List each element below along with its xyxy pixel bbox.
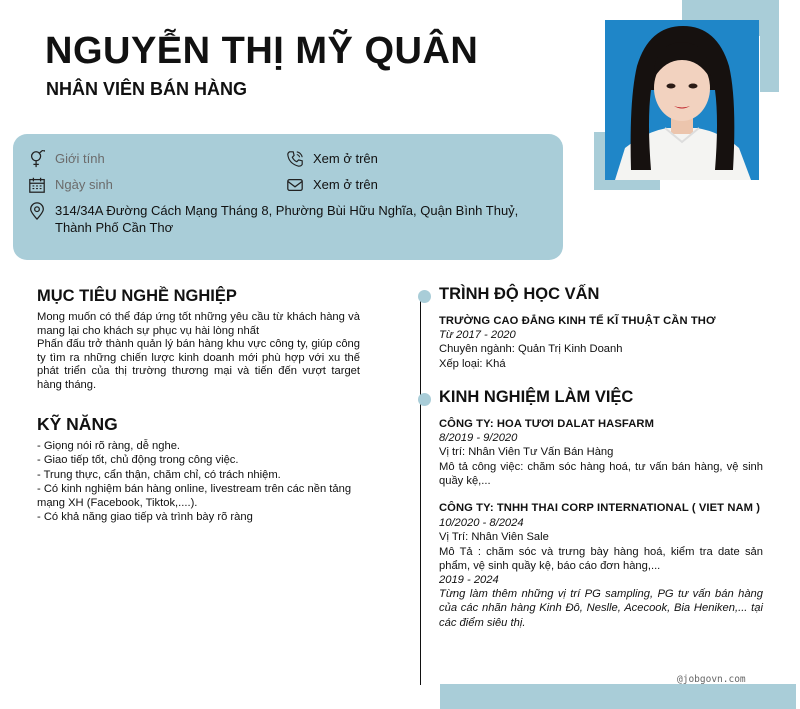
job-extra-period: 2019 - 2024	[439, 574, 499, 587]
skills-list	[37, 439, 362, 525]
portrait-image	[605, 20, 759, 180]
calendar-icon	[28, 176, 46, 194]
gender-label: Giới tính	[55, 151, 105, 166]
objective-line: Mong muốn có thể đáp ứng tốt những yêu cầu từ khách hàng và mang lại cho khách sự phục vụ hài lòng nhất	[37, 311, 360, 337]
job-description: Mô Tả : chăm sóc và trưng bày hàng hoá, kiểm tra date sản phẩm, vệ sinh quầy kệ, báo cáo đơn hàng,...	[439, 545, 763, 572]
email-icon	[286, 176, 304, 194]
school-name: TRƯỜNG CAO ĐẲNG KINH TẾ KĨ THUẬT CẦN THƠ	[439, 315, 716, 327]
objective-line: Phấn đấu trở thành quản lý bán hàng khu vực công ty, giúp công ty tìm ra những chiến lược kinh doanh mới phù hợp với xu thế phát triển của thị trường thương mại và tiến đến vượt target hàng tháng.	[37, 338, 360, 391]
decor-bar-bottom	[440, 684, 796, 709]
skills-heading: KỸ NĂNG	[37, 414, 118, 434]
job-period: 10/2020 - 8/2024	[439, 517, 524, 530]
education-period: Từ 2017 - 2020	[439, 329, 516, 342]
location-pin-icon	[28, 202, 46, 220]
skill-item: - Trung thực, cẩn thận, chăm chỉ, có trách nhiệm.	[37, 468, 281, 481]
contact-email	[286, 176, 378, 194]
gender-icon	[28, 150, 46, 168]
timeline-dot-education	[418, 290, 431, 303]
education-grade: Xếp loại: Khá	[439, 357, 506, 370]
birthday-label: Ngày sinh	[55, 177, 113, 192]
candidate-job-title: NHÂN VIÊN BÁN HÀNG	[46, 79, 248, 99]
job-position: Vị Trí: Nhân Viên Sale	[439, 531, 549, 544]
contact-phone	[286, 150, 378, 168]
skill-item: - Giao tiếp tốt, chủ động trong công việc.	[37, 454, 239, 467]
profile-photo	[605, 20, 759, 180]
contact-panel	[13, 134, 563, 260]
candidate-name: NGUYỄN THỊ MỸ QUÂN	[45, 30, 479, 72]
job-period: 8/2019 - 9/2020	[439, 432, 518, 445]
phone-icon	[286, 150, 304, 168]
skill-item: - Có kinh nghiệm bán hàng online, livestream trên các nền tảng mạng XH (Facebook, Tiktok,....).	[37, 482, 352, 510]
watermark: @jobgovn.com	[677, 674, 746, 685]
phone-value: Xem ở trên	[313, 151, 378, 166]
job-position: Vị trí: Nhân Viên Tư Vấn Bán Hàng	[439, 446, 614, 459]
experience-job-1	[439, 417, 763, 488]
objective-heading: MỤC TIÊU NGHỀ NGHIỆP	[37, 287, 237, 305]
contact-birthday	[28, 176, 113, 194]
job-description: Mô tả công việc: chăm sóc hàng hoá, tư vấn bán hàng, vệ sinh quầy kệ,...	[439, 460, 763, 487]
timeline-line	[420, 292, 421, 685]
job-company: CÔNG TY: HOA TƯƠI DALAT HASFARM	[439, 418, 654, 430]
email-value: Xem ở trên	[313, 177, 378, 192]
education-heading: TRÌNH ĐỘ HỌC VẤN	[439, 285, 600, 303]
contact-gender	[28, 150, 105, 168]
job-extra-note: Từng làm thêm những vị trí PG sampling, PG tư vấn bán hàng của các nhãn hàng Kinh Đô, Neslle, Acecook, Bia Heniken,... tại các điểm siêu thị.	[439, 588, 763, 629]
contact-address	[28, 202, 545, 236]
experience-job-2	[439, 501, 763, 630]
experience-heading: KINH NGHIỆM LÀM VIỆC	[439, 388, 634, 406]
education-block	[439, 314, 763, 371]
education-major: Chuyên ngành: Quản Trị Kinh Doanh	[439, 343, 623, 356]
address-value: 314/34A Đường Cách Mạng Tháng 8, Phường Bùi Hữu Nghĩa, Quận Bình Thuỷ, Thành Phố Cần Thơ	[55, 203, 519, 235]
job-company: CÔNG TY: TNHH THAI CORP INTERNATIONAL ( VIET NAM )	[439, 502, 761, 514]
decor-strip-right	[760, 0, 779, 92]
timeline-dot-experience	[418, 393, 431, 406]
skill-item: - Giọng nói rõ ràng, dễ nghe.	[37, 440, 181, 452]
skill-item: - Có khả năng giao tiếp và trình bày rõ ràng	[37, 511, 253, 524]
objective-text	[37, 311, 360, 393]
